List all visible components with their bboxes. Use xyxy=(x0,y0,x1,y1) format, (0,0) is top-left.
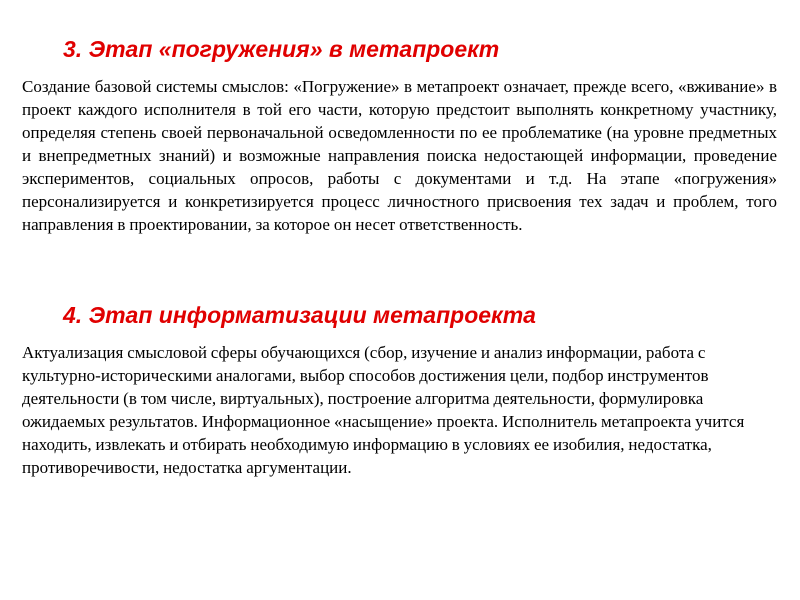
section-3-title: 3. Этап «погружения» в метапроект xyxy=(63,36,500,62)
section-4-body: Актуализация смысловой сферы обучающихся (сбор, изучение и анализ информации, работа с культурно-историческими аналогами, выбор способов достижения цели, подбор инструментов деятельности (в том числе, виртуальных), построение алгоритма деятельности, формулировка ожидаемых результатов. Информационное «насыщение» проекта. Исполнитель метапроекта учится находить, извлекать и отбирать необходимую информацию в условиях ее изобилия, недостатка, противоречивости, недостатка аргументации. xyxy=(22,343,745,477)
section-3-body: Создание базовой системы смыслов: «Погружение» в метапроект означает, прежде всего, «вживание» в проект каждого исполнителя в той его части, которую предстоит выполнять конкретному участнику, определяя степень своей первоначальной осведомленности по ее проблематике (на уровне предметных и внепредметных знаний) и возможные направления поиска недостающей информации, проведение экспериментов, социальных опросов, работы с документами и т.д. На этапе «погружения» персонализируется и конкретизируется процесс личностного присвоения тех задач и проблем, того направления в проектировании, за которое он несет ответственность. xyxy=(22,77,777,234)
section-4-title: 4. Этап информатизации метапроекта xyxy=(63,302,536,328)
